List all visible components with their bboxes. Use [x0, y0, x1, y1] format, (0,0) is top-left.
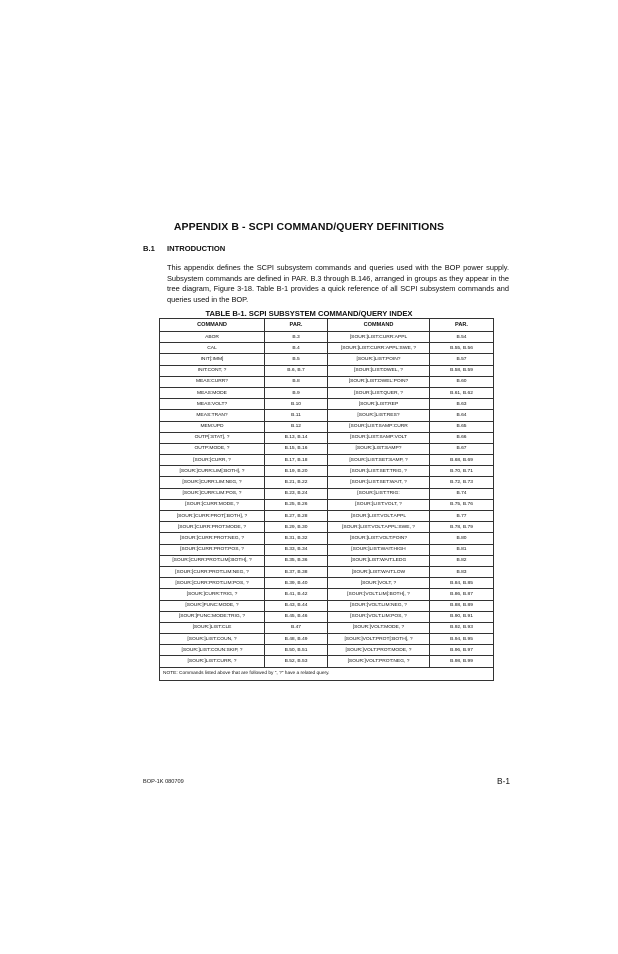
par-cell: B.60 — [430, 376, 494, 387]
command-cell: [SOUR:]CURR:MODE, ? — [160, 499, 265, 510]
command-cell: [SOUR:]LIST:WAIT:LEDG — [328, 555, 430, 566]
table-row — [160, 600, 494, 611]
command-cell: [SOUR:]LIST:CURR, ? — [160, 656, 265, 667]
par-cell: B.64 — [430, 410, 494, 421]
command-cell: CAL — [160, 343, 265, 354]
command-cell: [SOUR:]LIST:DWEL:POIN? — [328, 376, 430, 387]
command-cell: [SOUR:]CURR:PROT[:BOTH], ? — [160, 511, 265, 522]
table-row — [160, 488, 494, 499]
command-cell: [SOUR:]CURR:TRIG, ? — [160, 589, 265, 600]
footer-doc-id: BOP-1K 080709 — [143, 779, 184, 785]
table-row — [160, 645, 494, 656]
header-par-1: PAR. — [265, 319, 328, 332]
command-cell: [SOUR:]VOLT:PROT:MODE, ? — [328, 645, 430, 656]
command-cell: INIT:CONT, ? — [160, 365, 265, 376]
command-cell: [SOUR:]LIST:DWEL, ? — [328, 365, 430, 376]
par-cell: B.3 — [265, 332, 328, 343]
command-cell: [SOUR:]LIST:COUN, ? — [160, 634, 265, 645]
command-cell: [SOUR:]LIST:SET:WAIT, ? — [328, 477, 430, 488]
command-cell: MEAS:TRAN? — [160, 410, 265, 421]
header-par-2: PAR. — [430, 319, 494, 332]
par-cell: B.39, B.40 — [265, 578, 328, 589]
table-row — [160, 533, 494, 544]
table-row — [160, 466, 494, 477]
command-cell: MEM:UPD — [160, 421, 265, 432]
intro-paragraph: This appendix defines the SCPI subsystem commands and queries used with the BOP power supply. Subsystem commands are defined in PAR. B.3 through B.146, arranged in groups as they appear in the tree diagram, Figure 3-18. Table B-1 provides a quick reference of all SCPI subsystem commands and queries used in the BOP. — [167, 263, 509, 304]
command-cell: [SOUR:]VOLT:PROT:NEG, ? — [328, 656, 430, 667]
table-row — [160, 622, 494, 633]
command-cell: MEAS:CURR? — [160, 376, 265, 387]
par-cell: B.92, B.93 — [430, 622, 494, 633]
command-cell: INIT[:IMM] — [160, 354, 265, 365]
command-cell: [SOUR:]FUNC:MODE:TRIG, ? — [160, 611, 265, 622]
par-cell: B.88, B.89 — [430, 600, 494, 611]
table-row — [160, 522, 494, 533]
par-cell: B.47 — [265, 622, 328, 633]
par-cell: B.15, B.16 — [265, 443, 328, 454]
par-cell: B.83 — [430, 566, 494, 577]
par-cell: B.31, B.32 — [265, 533, 328, 544]
command-cell: [SOUR:]CURR, ? — [160, 455, 265, 466]
par-cell: B.35, B.36 — [265, 555, 328, 566]
command-cell: [SOUR:]CURR:LIM:NEG, ? — [160, 477, 265, 488]
par-cell: B.90, B.91 — [430, 611, 494, 622]
command-cell: MEAS:MODE — [160, 387, 265, 398]
command-cell: MEAS:VOLT? — [160, 399, 265, 410]
header-command-2: COMMAND — [328, 319, 430, 332]
par-cell: B.23, B.24 — [265, 488, 328, 499]
command-cell: [SOUR:]LIST:WAIT:LOW — [328, 566, 430, 577]
command-cell: [SOUR:]CURR:LIM:POS, ? — [160, 488, 265, 499]
par-cell: B.54 — [430, 332, 494, 343]
command-cell: [SOUR:]CURR:PROT:MODE, ? — [160, 522, 265, 533]
table-row — [160, 354, 494, 365]
command-cell: [SOUR:]FUNC:MODE, ? — [160, 600, 265, 611]
command-cell: [SOUR:]CURR:PROT:LIM[:BOTH], ? — [160, 555, 265, 566]
par-cell: B.94, B.95 — [430, 634, 494, 645]
command-cell: [SOUR:]CURR:LIM[:BOTH], ? — [160, 466, 265, 477]
command-cell: [SOUR:]VOLT:PROT[:BOTH], ? — [328, 634, 430, 645]
command-cell: [SOUR:]CURR:PROT:NEG, ? — [160, 533, 265, 544]
par-cell: B.98, B.99 — [430, 656, 494, 667]
par-cell: B.67 — [430, 443, 494, 454]
command-cell: [SOUR:]VOLT:LIM:NEG, ? — [328, 600, 430, 611]
command-cell: [SOUR:]LIST:SAMP:CURR — [328, 421, 430, 432]
par-cell: B.72, B.73 — [430, 477, 494, 488]
command-cell: [SOUR:]CURR:PROT:LIM:NEG, ? — [160, 566, 265, 577]
table-row — [160, 443, 494, 454]
table-row — [160, 477, 494, 488]
command-cell: [SOUR:]VOLT:LIM:POS, ? — [328, 611, 430, 622]
command-cell: [SOUR:]LIST:SAMP? — [328, 443, 430, 454]
par-cell: B.74 — [430, 488, 494, 499]
par-cell: B.33, B.34 — [265, 544, 328, 555]
command-cell: [SOUR:]LIST:VOLT:APPL:SWE, ? — [328, 522, 430, 533]
par-cell: B.25, B.26 — [265, 499, 328, 510]
par-cell: B.50, B.51 — [265, 645, 328, 656]
command-index-table — [159, 318, 494, 681]
par-cell: B.6, B.7 — [265, 365, 328, 376]
command-cell: [SOUR:]LIST:VOLT, ? — [328, 499, 430, 510]
command-cell: [SOUR:]LIST:CLE — [160, 622, 265, 633]
par-cell: B.21, B.22 — [265, 477, 328, 488]
table-row — [160, 566, 494, 577]
par-cell: B.13, B.14 — [265, 432, 328, 443]
section-title: INTRODUCTION — [167, 244, 226, 253]
par-cell: B.75, B.76 — [430, 499, 494, 510]
par-cell: B.96, B.97 — [430, 645, 494, 656]
par-cell: B.5 — [265, 354, 328, 365]
par-cell: B.65 — [430, 421, 494, 432]
table-row — [160, 499, 494, 510]
par-cell: B.57 — [430, 354, 494, 365]
table-row — [160, 387, 494, 398]
command-cell: [SOUR:]CURR:PROT:LIM:POS, ? — [160, 578, 265, 589]
table-row — [160, 455, 494, 466]
command-cell: [SOUR:]LIST:REP — [328, 399, 430, 410]
par-cell: B.19, B.20 — [265, 466, 328, 477]
par-cell: B.8 — [265, 376, 328, 387]
command-cell: [SOUR:]LIST:SET:SAMP, ? — [328, 455, 430, 466]
header-command-1: COMMAND — [160, 319, 265, 332]
command-cell: OUTP:MODE, ? — [160, 443, 265, 454]
command-cell: [SOUR:]LIST:SAMP:VOLT — [328, 432, 430, 443]
command-cell: [SOUR:]LIST:TRIG: — [328, 488, 430, 499]
command-cell: ABOR — [160, 332, 265, 343]
command-cell: [SOUR:]VOLT, ? — [328, 578, 430, 589]
command-cell: [SOUR:]LIST:CURR:APPL — [328, 332, 430, 343]
par-cell: B.66 — [430, 432, 494, 443]
table-row — [160, 432, 494, 443]
par-cell: B.82 — [430, 555, 494, 566]
table-row — [160, 399, 494, 410]
par-cell: B.61, B.62 — [430, 387, 494, 398]
table-note: NOTE: Commands listed above that are followed by ", ?" have a related query. — [160, 667, 494, 680]
par-cell: B.12 — [265, 421, 328, 432]
par-cell: B.11 — [265, 410, 328, 421]
par-cell: B.84, B.85 — [430, 578, 494, 589]
table-row — [160, 555, 494, 566]
table-row — [160, 343, 494, 354]
par-cell: B.45, B.46 — [265, 611, 328, 622]
par-cell: B.55, B.56 — [430, 343, 494, 354]
command-cell: [SOUR:]CURR:PROT:POS, ? — [160, 544, 265, 555]
section-number: B.1 — [143, 244, 155, 253]
par-cell: B.4 — [265, 343, 328, 354]
table-row — [160, 611, 494, 622]
command-cell: [SOUR:]LIST:VOLT:POIN? — [328, 533, 430, 544]
table-row — [160, 656, 494, 667]
par-cell: B.58, B.59 — [430, 365, 494, 376]
par-cell: B.81 — [430, 544, 494, 555]
command-cell: [SOUR:]LIST:RES? — [328, 410, 430, 421]
command-cell: [SOUR:]LIST:POIN? — [328, 354, 430, 365]
table-row — [160, 578, 494, 589]
par-cell: B.10 — [265, 399, 328, 410]
table-row — [160, 365, 494, 376]
par-cell: B.37, B.38 — [265, 566, 328, 577]
par-cell: B.27, B.28 — [265, 511, 328, 522]
table-row — [160, 634, 494, 645]
page-number: B-1 — [497, 776, 511, 786]
par-cell: B.17, B.18 — [265, 455, 328, 466]
command-cell: [SOUR:]LIST:WAIT:HIGH — [328, 544, 430, 555]
command-cell: [SOUR:]VOLT:LIM[:BOTH], ? — [328, 589, 430, 600]
command-cell: [SOUR:]VOLT:MODE, ? — [328, 622, 430, 633]
par-cell: B.9 — [265, 387, 328, 398]
par-cell: B.63 — [430, 399, 494, 410]
table-title: TABLE B-1. SCPI SUBSYSTEM COMMAND/QUERY INDEX — [205, 309, 413, 318]
appendix-title: APPENDIX B - SCPI COMMAND/QUERY DEFINITIONS — [173, 221, 445, 233]
command-cell: [SOUR:]LIST:CURR:APPL:SWE, ? — [328, 343, 430, 354]
command-cell: [SOUR:]LIST:VOLT:APPL — [328, 511, 430, 522]
command-cell: [SOUR:]LIST:QUER, ? — [328, 387, 430, 398]
table-row — [160, 589, 494, 600]
table-row — [160, 511, 494, 522]
par-cell: B.48, B.49 — [265, 634, 328, 645]
table-row — [160, 544, 494, 555]
par-cell: B.77 — [430, 511, 494, 522]
command-cell: [SOUR:]LIST:COUN:SKIP, ? — [160, 645, 265, 656]
table-row — [160, 376, 494, 387]
par-cell: B.70, B.71 — [430, 466, 494, 477]
par-cell: B.41, B.42 — [265, 589, 328, 600]
table-note-row — [160, 667, 494, 680]
command-cell: [SOUR:]LIST:SET:TRIG, ? — [328, 466, 430, 477]
table-header-row — [160, 319, 494, 332]
table-row — [160, 410, 494, 421]
par-cell: B.86, B.87 — [430, 589, 494, 600]
par-cell: B.43, B.44 — [265, 600, 328, 611]
par-cell: B.52, B.53 — [265, 656, 328, 667]
command-cell: OUTP[:STAT], ? — [160, 432, 265, 443]
par-cell: B.68, B.69 — [430, 455, 494, 466]
table-row — [160, 332, 494, 343]
par-cell: B.78, B.79 — [430, 522, 494, 533]
par-cell: B.29, B.30 — [265, 522, 328, 533]
table-row — [160, 421, 494, 432]
par-cell: B.80 — [430, 533, 494, 544]
